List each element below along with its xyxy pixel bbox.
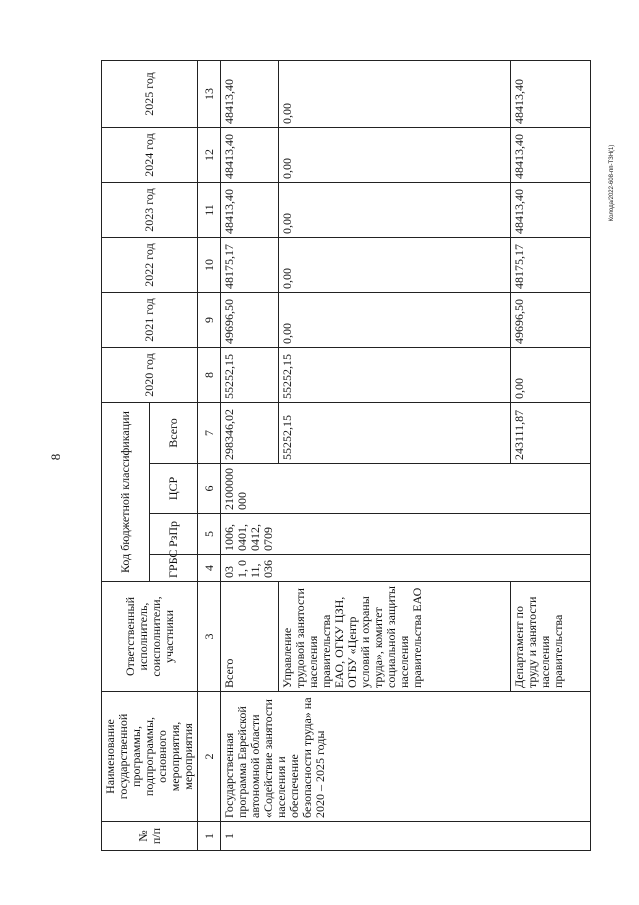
col-number: 12	[198, 128, 221, 183]
header-2021: 2021 год	[102, 293, 198, 348]
header-no: № п/п	[102, 822, 198, 851]
header-budget-group: Код бюджетной классификации	[102, 403, 150, 582]
y2025-cell: 48413,40	[511, 61, 591, 128]
page-number: 8	[48, 453, 63, 461]
col-number: 1	[198, 822, 221, 851]
col-number: 6	[198, 464, 221, 514]
y2024-cell: 48413,40	[221, 128, 279, 183]
header-2022: 2022 год	[102, 238, 198, 293]
y2021-cell: 49696,50	[511, 293, 591, 348]
col-number: 11	[198, 183, 221, 238]
rzpr-cell: 1006, 0401, 0412, 0709	[221, 514, 591, 555]
header-2020: 2020 год	[102, 348, 198, 403]
header-2025: 2025 год	[102, 61, 198, 128]
col-number: 5	[198, 514, 221, 555]
y2022-cell: 0,00	[279, 238, 511, 293]
y2020-cell: 55252,15	[279, 348, 511, 403]
y2021-cell: 49696,50	[221, 293, 279, 348]
program-name: Государственная программа Еврейской автономной области «Содействие занятости населения и обеспечение безопасности труда» на 2020 – 2025 годы	[221, 692, 591, 822]
y2024-cell: 0,00	[279, 128, 511, 183]
col-number: 3	[198, 582, 221, 692]
col-number: 10	[198, 238, 221, 293]
header-row-1	[102, 61, 150, 851]
total-cell: 243111,87	[511, 403, 591, 464]
executor-cell: Всего	[221, 582, 279, 692]
header-name: Наименование государственной программы, подпрограммы, основного мероприятия, мероприятия	[102, 692, 198, 822]
y2022-cell: 48175,17	[511, 238, 591, 293]
y2020-cell: 0,00	[511, 348, 591, 403]
col-number: 4	[198, 555, 221, 582]
col-number: 9	[198, 293, 221, 348]
y2022-cell: 48175,17	[221, 238, 279, 293]
y2024-cell: 48413,40	[511, 128, 591, 183]
col-number: 7	[198, 403, 221, 464]
col-number: 2	[198, 692, 221, 822]
csr-cell: 2100000000	[221, 464, 591, 514]
header-grbs: ГРБС	[150, 555, 198, 582]
budget-table	[101, 60, 591, 851]
row-number: 1	[221, 822, 591, 851]
y2025-cell: 0,00	[279, 61, 511, 128]
header-total: Всего	[150, 403, 198, 464]
col-number: 8	[198, 348, 221, 403]
header-rzpr: РзПр	[150, 514, 198, 555]
rotated-table-container	[101, 61, 624, 851]
y2023-cell: 48413,40	[221, 183, 279, 238]
executor-cell: Управление трудовой занятости населения правительства ЕАО, ОГКУ ЦЗН, ОГБУ «Центр условий и охраны труда», комитет социальной защиты населения правительства ЕАО	[279, 582, 511, 692]
y2021-cell: 0,00	[279, 293, 511, 348]
y2023-cell: 0,00	[279, 183, 511, 238]
y2020-cell: 55252,15	[221, 348, 279, 403]
header-2024: 2024 год	[102, 128, 198, 183]
side-stamp-text: Колода/2022-608-пп-ТЗН(1)	[609, 144, 615, 222]
executor-cell: Департамент по труду и занятости населения правительства	[511, 582, 591, 692]
grbs-cell: 031, 011, 036	[221, 555, 591, 582]
header-executor: Ответственный исполнитель, соисполнители, участники	[102, 582, 198, 692]
total-cell: 55252,15	[279, 403, 511, 464]
header-2023: 2023 год	[102, 183, 198, 238]
col-number: 13	[198, 61, 221, 128]
header-csr: ЦСР	[150, 464, 198, 514]
y2025-cell: 48413,40	[221, 61, 279, 128]
total-cell: 298346,02	[221, 403, 279, 464]
y2023-cell: 48413,40	[511, 183, 591, 238]
column-number-row	[198, 61, 221, 851]
table-row	[221, 61, 279, 851]
